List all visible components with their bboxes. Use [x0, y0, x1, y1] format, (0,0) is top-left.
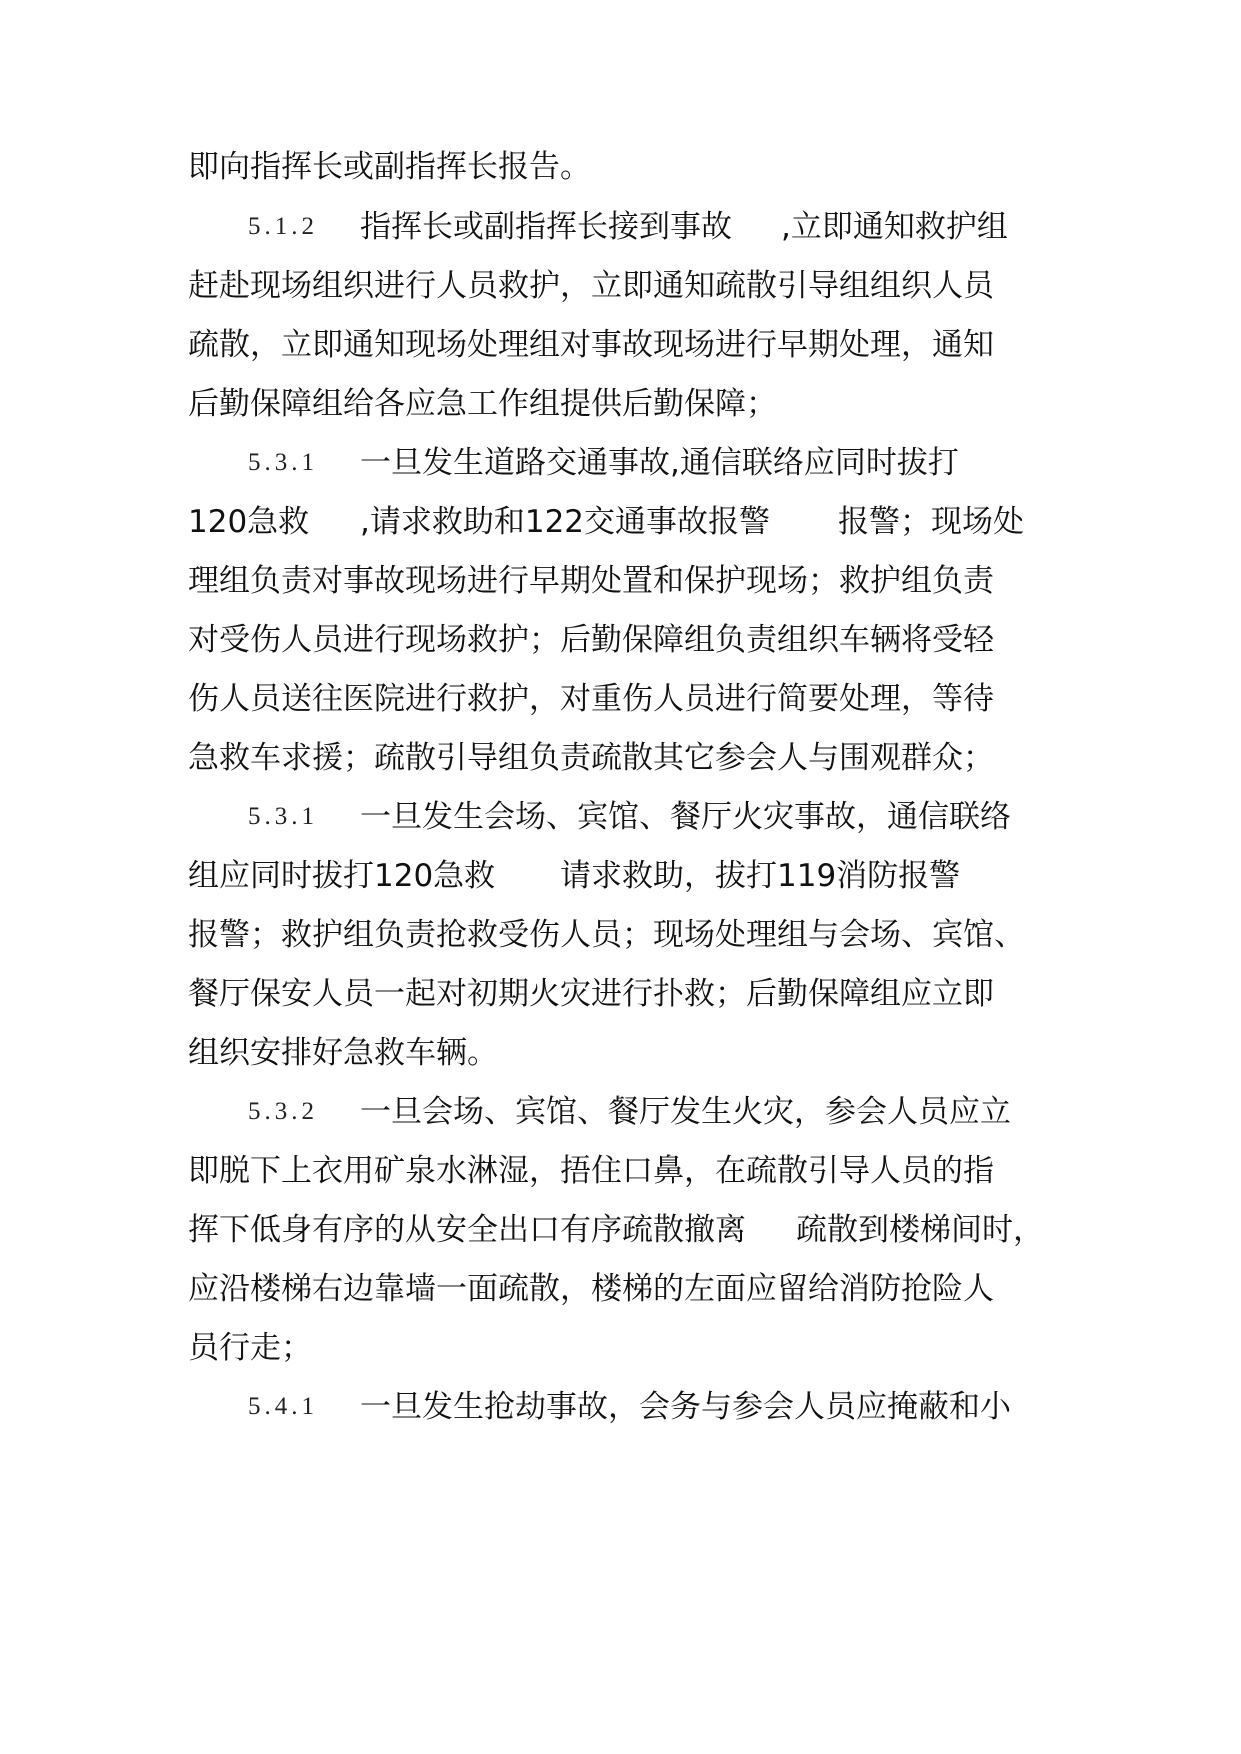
text-line: 后勤保障组给各应急工作组提供后勤保障； — [188, 386, 777, 422]
text-line: 报警；现场处 — [838, 504, 1024, 540]
text-line: 赶赴现场组织进行人员救护，立即通知疏散引导组组织人员 — [188, 268, 994, 304]
section-number: 5.3.1 — [248, 803, 318, 830]
text-line: 请求救助，拔打119消防报警 — [560, 858, 961, 894]
text-line: 一旦发生会场、宾馆、餐厅火灾事故，通信联络 — [360, 799, 1011, 835]
text-line: 即脱下上衣用矿泉水淋湿，捂住口鼻，在疏散引导人员的指 — [188, 1153, 994, 1189]
text-line: 120急救 — [188, 504, 310, 540]
text-line: ,请求救助和122交通事故报警 — [360, 504, 771, 540]
text-line: ,立即通知救护组 — [781, 209, 1008, 245]
text-line: 一旦发生抢劫事故，会务与参会人员应掩蔽和小 — [360, 1389, 1011, 1425]
text-line: 挥下低身有序的从安全出口有序疏散撤离 — [188, 1212, 746, 1248]
text-line: 报警；救护组负责抢救受伤人员；现场处理组与会场、宾馆、 — [188, 917, 1025, 953]
text-line: 餐厅保安人员一起对初期火灾进行扑救；后勤保障组应立即 — [188, 976, 994, 1012]
text-line: 疏散，立即通知现场处理组对事故现场进行早期处理，通知 — [188, 327, 994, 363]
section-number: 5.1.2 — [248, 213, 318, 240]
text-line: 伤人员送往医院进行救护，对重伤人员进行简要处理，等待 — [188, 681, 994, 717]
text-line: 组织安排好急救车辆。 — [188, 1035, 498, 1071]
section-number: 5.3.1 — [248, 449, 318, 476]
section-number: 5.4.1 — [248, 1393, 318, 1420]
text-line: 理组负责对事故现场进行早期处置和保护现场；救护组负责 — [188, 563, 994, 599]
text-line: 组应同时拔打120急救 — [188, 858, 496, 894]
text-line: 一旦发生道路交通事故,通信联络应同时拔打 — [360, 445, 959, 481]
text-line: 对受伤人员进行现场救护；后勤保障组负责组织车辆将受轻 — [188, 622, 994, 658]
section-number: 5.3.2 — [248, 1098, 318, 1125]
text-line: 即向指挥长或副指挥长报告。 — [188, 149, 591, 185]
text-line: 疏散到楼梯间时， — [796, 1212, 1044, 1248]
text-line: 指挥长或副指挥长接到事故 — [360, 209, 732, 245]
text-line: 一旦会场、宾馆、餐厅发生火灾，参会人员应立 — [360, 1094, 1011, 1130]
text-line: 应沿楼梯右边靠墙一面疏散，楼梯的左面应留给消防抢险人 — [188, 1271, 994, 1307]
text-line: 急救车求援；疏散引导组负责疏散其它参会人与围观群众； — [188, 740, 994, 776]
text-line: 员行走； — [188, 1330, 312, 1366]
